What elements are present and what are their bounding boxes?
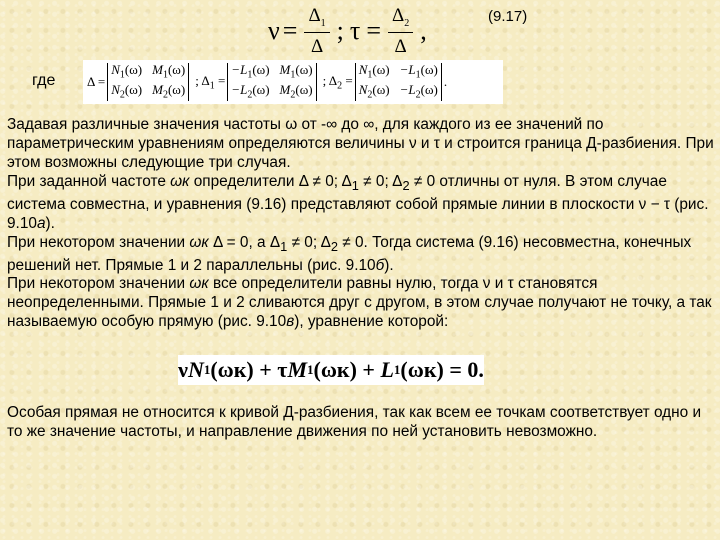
matrix-cell: $N_1(\omega)$ bbox=[111, 62, 143, 81]
paragraph-case-2: При некотором значении ωк Δ = 0, а $\Delta_1 \ne 0$; $\Delta_2 \ne 0$. Тогда система (9.16) несовместна, конечных решений нет. Прямые 1 и 2 параллельны (рис. 9.10б). bbox=[7, 233, 692, 274]
matrix-cell: $-L_2(\omega)$ bbox=[399, 81, 438, 101]
det-label: ; $\Delta_1$ = bbox=[195, 72, 226, 92]
equation-number: (9.17) bbox=[488, 8, 528, 25]
formula-9-17 bbox=[268, 2, 443, 60]
subscript: 1 bbox=[320, 17, 326, 29]
det-matrix bbox=[355, 63, 442, 100]
delta-symbol: Δ bbox=[392, 5, 405, 27]
special-line-formula: ν N 1 (ωк) + τ M 1 (ωк) + L 1 (ωк) = 0 . bbox=[178, 355, 484, 385]
tau-symbol: τ bbox=[349, 16, 361, 45]
matrix-cell: $-L_2(\omega)$ bbox=[231, 81, 270, 101]
fraction-nu bbox=[304, 6, 329, 56]
matrix-cell: $M_2(\omega)$ bbox=[279, 81, 313, 101]
matrix-cell: $N_2(\omega)$ bbox=[111, 81, 143, 101]
body-text bbox=[7, 116, 715, 332]
comma: , bbox=[420, 16, 427, 45]
determinant-delta-1 bbox=[193, 63, 316, 100]
matrix-cell: $M_1(\omega)$ bbox=[279, 62, 313, 81]
figure-ref: в bbox=[286, 313, 295, 331]
determinants-formula bbox=[83, 60, 503, 104]
subscript: 2 bbox=[404, 17, 410, 29]
matrix-cell: $M_1(\omega)$ bbox=[152, 62, 186, 81]
matrix-cell: $-L_1(\omega)$ bbox=[399, 62, 438, 81]
det-label: ; $\Delta_2$ = bbox=[322, 72, 353, 92]
matrix-cell: $M_2(\omega)$ bbox=[152, 81, 186, 101]
fraction-denominator: Δ bbox=[394, 35, 407, 57]
semicolon: ; bbox=[336, 16, 344, 45]
matrix-cell: $N_2(\omega)$ bbox=[358, 81, 390, 101]
paragraph-intro: Задавая различные значения частоты ω от -∞ до ∞, для каждого из ее значений по параметрическим уравнениям определяются величины ν и τ и строится граница Д-разбиения. При этом возможны следующие три случая. bbox=[7, 116, 714, 171]
paragraph-case-3: При некотором значении ωк все определители равны нулю, тогда ν и τ становятся неопределенными. Прямые 1 и 2 сливаются друг с другом, в этом случае получают не точку, а так называемую особую прямую (рис. 9.10в), уравнение которой: bbox=[7, 275, 712, 331]
figure-ref: б bbox=[375, 256, 385, 274]
fraction-numerator bbox=[304, 6, 329, 33]
determinant-delta bbox=[85, 63, 189, 100]
determinant-delta-2 bbox=[321, 63, 449, 100]
omega-k: ωк bbox=[189, 233, 209, 251]
paragraph-special-line: Особая прямая не относится к кривой Д-разбиения, так как всем ее точкам соответствует одно и то же значение частоты, и направление движения по ней установить невозможно. bbox=[7, 404, 702, 440]
det-label: Δ = bbox=[87, 74, 106, 89]
delta-symbol: Δ bbox=[308, 5, 321, 27]
omega-k: ωк bbox=[170, 172, 190, 190]
where-label: где bbox=[32, 72, 56, 89]
matrix-cell: $N_1(\omega)$ bbox=[358, 62, 390, 81]
paragraph-case-1: При заданной частоте ωк определители Δ ≠ 0; $\Delta_1 \ne 0$; $\Delta_2 \ne 0$ отличны от нуля. В этом случае система совместна, и уравнения (9.16) представляют собой прямые линии в плоскости ν − τ (рис. 9.10а). bbox=[7, 172, 709, 232]
fraction-numerator bbox=[388, 6, 413, 33]
fraction-tau bbox=[388, 6, 413, 56]
fraction-denominator: Δ bbox=[310, 35, 324, 57]
det-end: . bbox=[443, 74, 448, 89]
nu-symbol: ν bbox=[268, 16, 280, 45]
omega-k: ωк bbox=[189, 275, 209, 293]
equals-sign: = bbox=[282, 16, 298, 45]
figure-ref: а bbox=[36, 214, 46, 232]
det-matrix bbox=[227, 63, 316, 100]
equals-sign: = bbox=[366, 16, 382, 45]
matrix-cell: $-L_1(\omega)$ bbox=[231, 62, 270, 81]
det-matrix bbox=[107, 63, 189, 100]
